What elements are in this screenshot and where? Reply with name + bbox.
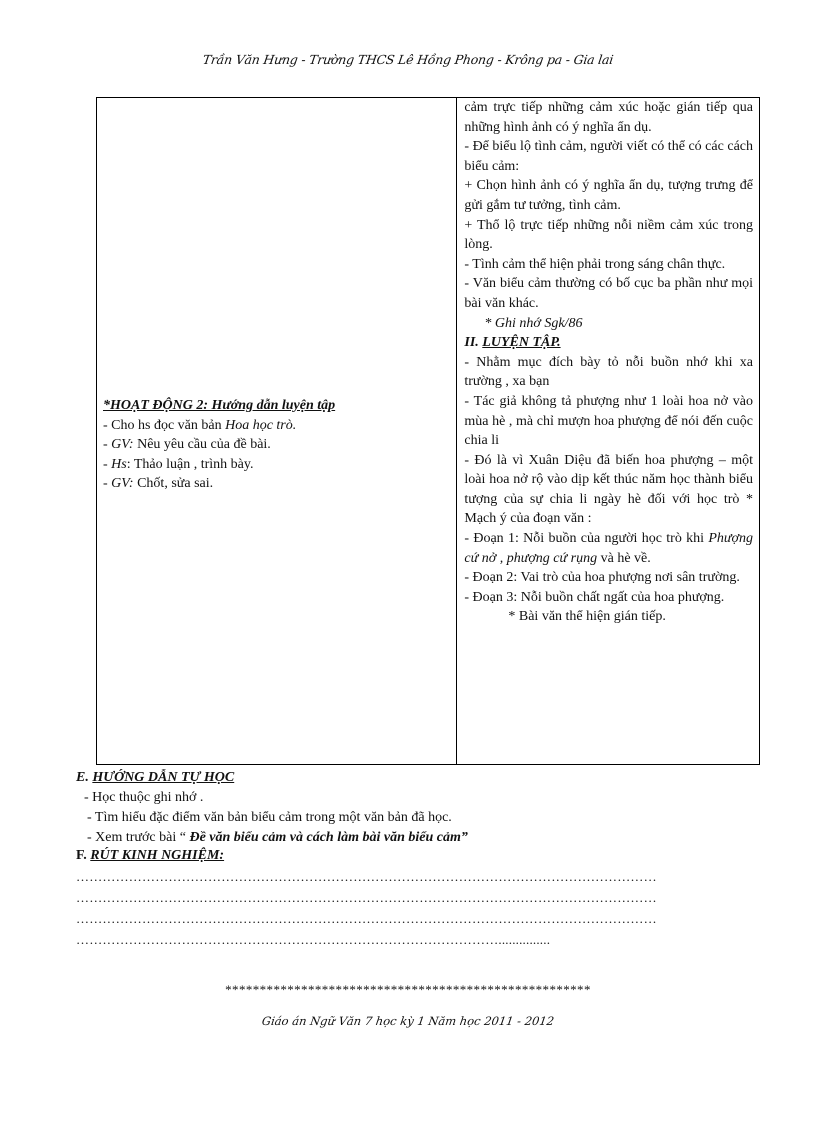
exercise-paragraph: - Đoạn 2: Vai trò của hoa phượng nơi sân trường. [464, 570, 740, 586]
notes-dotted-line: …………………………………………………………………………………………………………………… [76, 869, 657, 884]
luyen-tap-heading: II. LUYỆN TẬP. [464, 335, 561, 351]
activity-2-title: *HOẠT ĐỘNG 2: Hướng dẫn luyện tập [103, 398, 336, 413]
notes-dotted-line: ……………………………………………………………………………………............... [76, 932, 551, 947]
content-paragraph: - Để biểu lộ tình cảm, người viết có thể có các cách biểu cảm: [464, 139, 753, 174]
exercise-paragraph: - Nhằm mục đích bày tỏ nỗi buồn nhớ khi xa trường , xa bạn [464, 354, 753, 390]
content-paragraph: - Văn biểu cảm thường có bố cục ba phần như mọi bài văn khác. [464, 276, 753, 311]
content-paragraph: + Chọn hình ảnh có ý nghĩa ẩn dụ, tượng trưng để gửi gắm tư tưởng, tình cảm. [464, 178, 753, 213]
section-e-line: - Xem trước bài “ Đề văn biểu cảm và cách làm bài văn biểu cảm” [87, 830, 468, 845]
content-paragraph: cảm trực tiếp những cảm xúc hoặc gián tiếp qua những hình ảnh có ý nghĩa ẩn dụ. [464, 100, 753, 135]
page-footer: Giáo án Ngữ Văn 7 học kỳ 1 Năm học 2011 - 2012 [260, 1014, 556, 1028]
content-paragraph: + Thổ lộ trực tiếp những nỗi niềm cảm xúc trong lòng. [464, 217, 753, 253]
star-divider: ***************************************************** [225, 982, 591, 997]
exercise-paragraph: - Đoạn 1: Nỗi buồn của người học trò khi Phượng cứ nở , phượng cứ rụng và hè về. [464, 531, 753, 566]
activity-2-line: - GV: Chốt, sửa sai. [103, 476, 214, 492]
notes-dotted-line: …………………………………………………………………………………………………………………… [76, 890, 657, 905]
activity-2-line: - Hs: Thảo luận , trình bày. [103, 456, 254, 472]
notes-dotted-line: …………………………………………………………………………………………………………………… [76, 911, 657, 926]
content-block [457, 98, 759, 627]
section-e-line: - Tìm hiểu đặc điểm văn bản biểu cảm trong một văn bản đã học. [87, 810, 452, 825]
exercise-paragraph: - Tác giả không tả phượng như 1 loài hoa nở vào mùa hè , mà chỉ mượn hoa phượng để nói đến cuộc chia li [464, 393, 753, 449]
conclusion-note: * Bài văn thể hiện gián tiếp. [508, 609, 666, 625]
content-paragraph: - Tình cảm thể hiện phải trong sáng chân thực. [464, 256, 726, 272]
content-column [457, 98, 760, 765]
activity-2-block [103, 396, 450, 494]
exercise-paragraph: - Đoạn 3: Nỗi buồn chất ngất của hoa phượng. [464, 589, 725, 605]
section-e-title: E. HƯỚNG DẪN TỰ HỌC [76, 770, 235, 785]
page-header: Trần Văn Hưng - Trường THCS Lê Hồng Phong - Krông pa - Gia lai [201, 52, 615, 67]
section-e [76, 768, 756, 848]
lesson-table [96, 97, 760, 765]
exercise-paragraph: - Đó là vì Xuân Diệu đã biến hoa phượng – một loài hoa nở rộ vào dịp kết thúc năm học thành biểu tượng của sự chia li ngày hè đối với học trò * Mạch ý của đoạn văn : [464, 452, 753, 527]
activity-2-line: - GV: Nêu yêu cầu của đề bài. [103, 437, 271, 453]
teacher-activity-column [97, 98, 457, 765]
section-e-line: - Học thuộc ghi nhớ . [84, 790, 204, 805]
activity-2-line: - Cho hs đọc văn bản Hoa học trò. [103, 417, 297, 433]
section-f-title: F. RÚT KINH NGHIỆM: [76, 848, 225, 863]
ghi-nho-note: * Ghi nhớ Sgk/86 [484, 315, 583, 331]
